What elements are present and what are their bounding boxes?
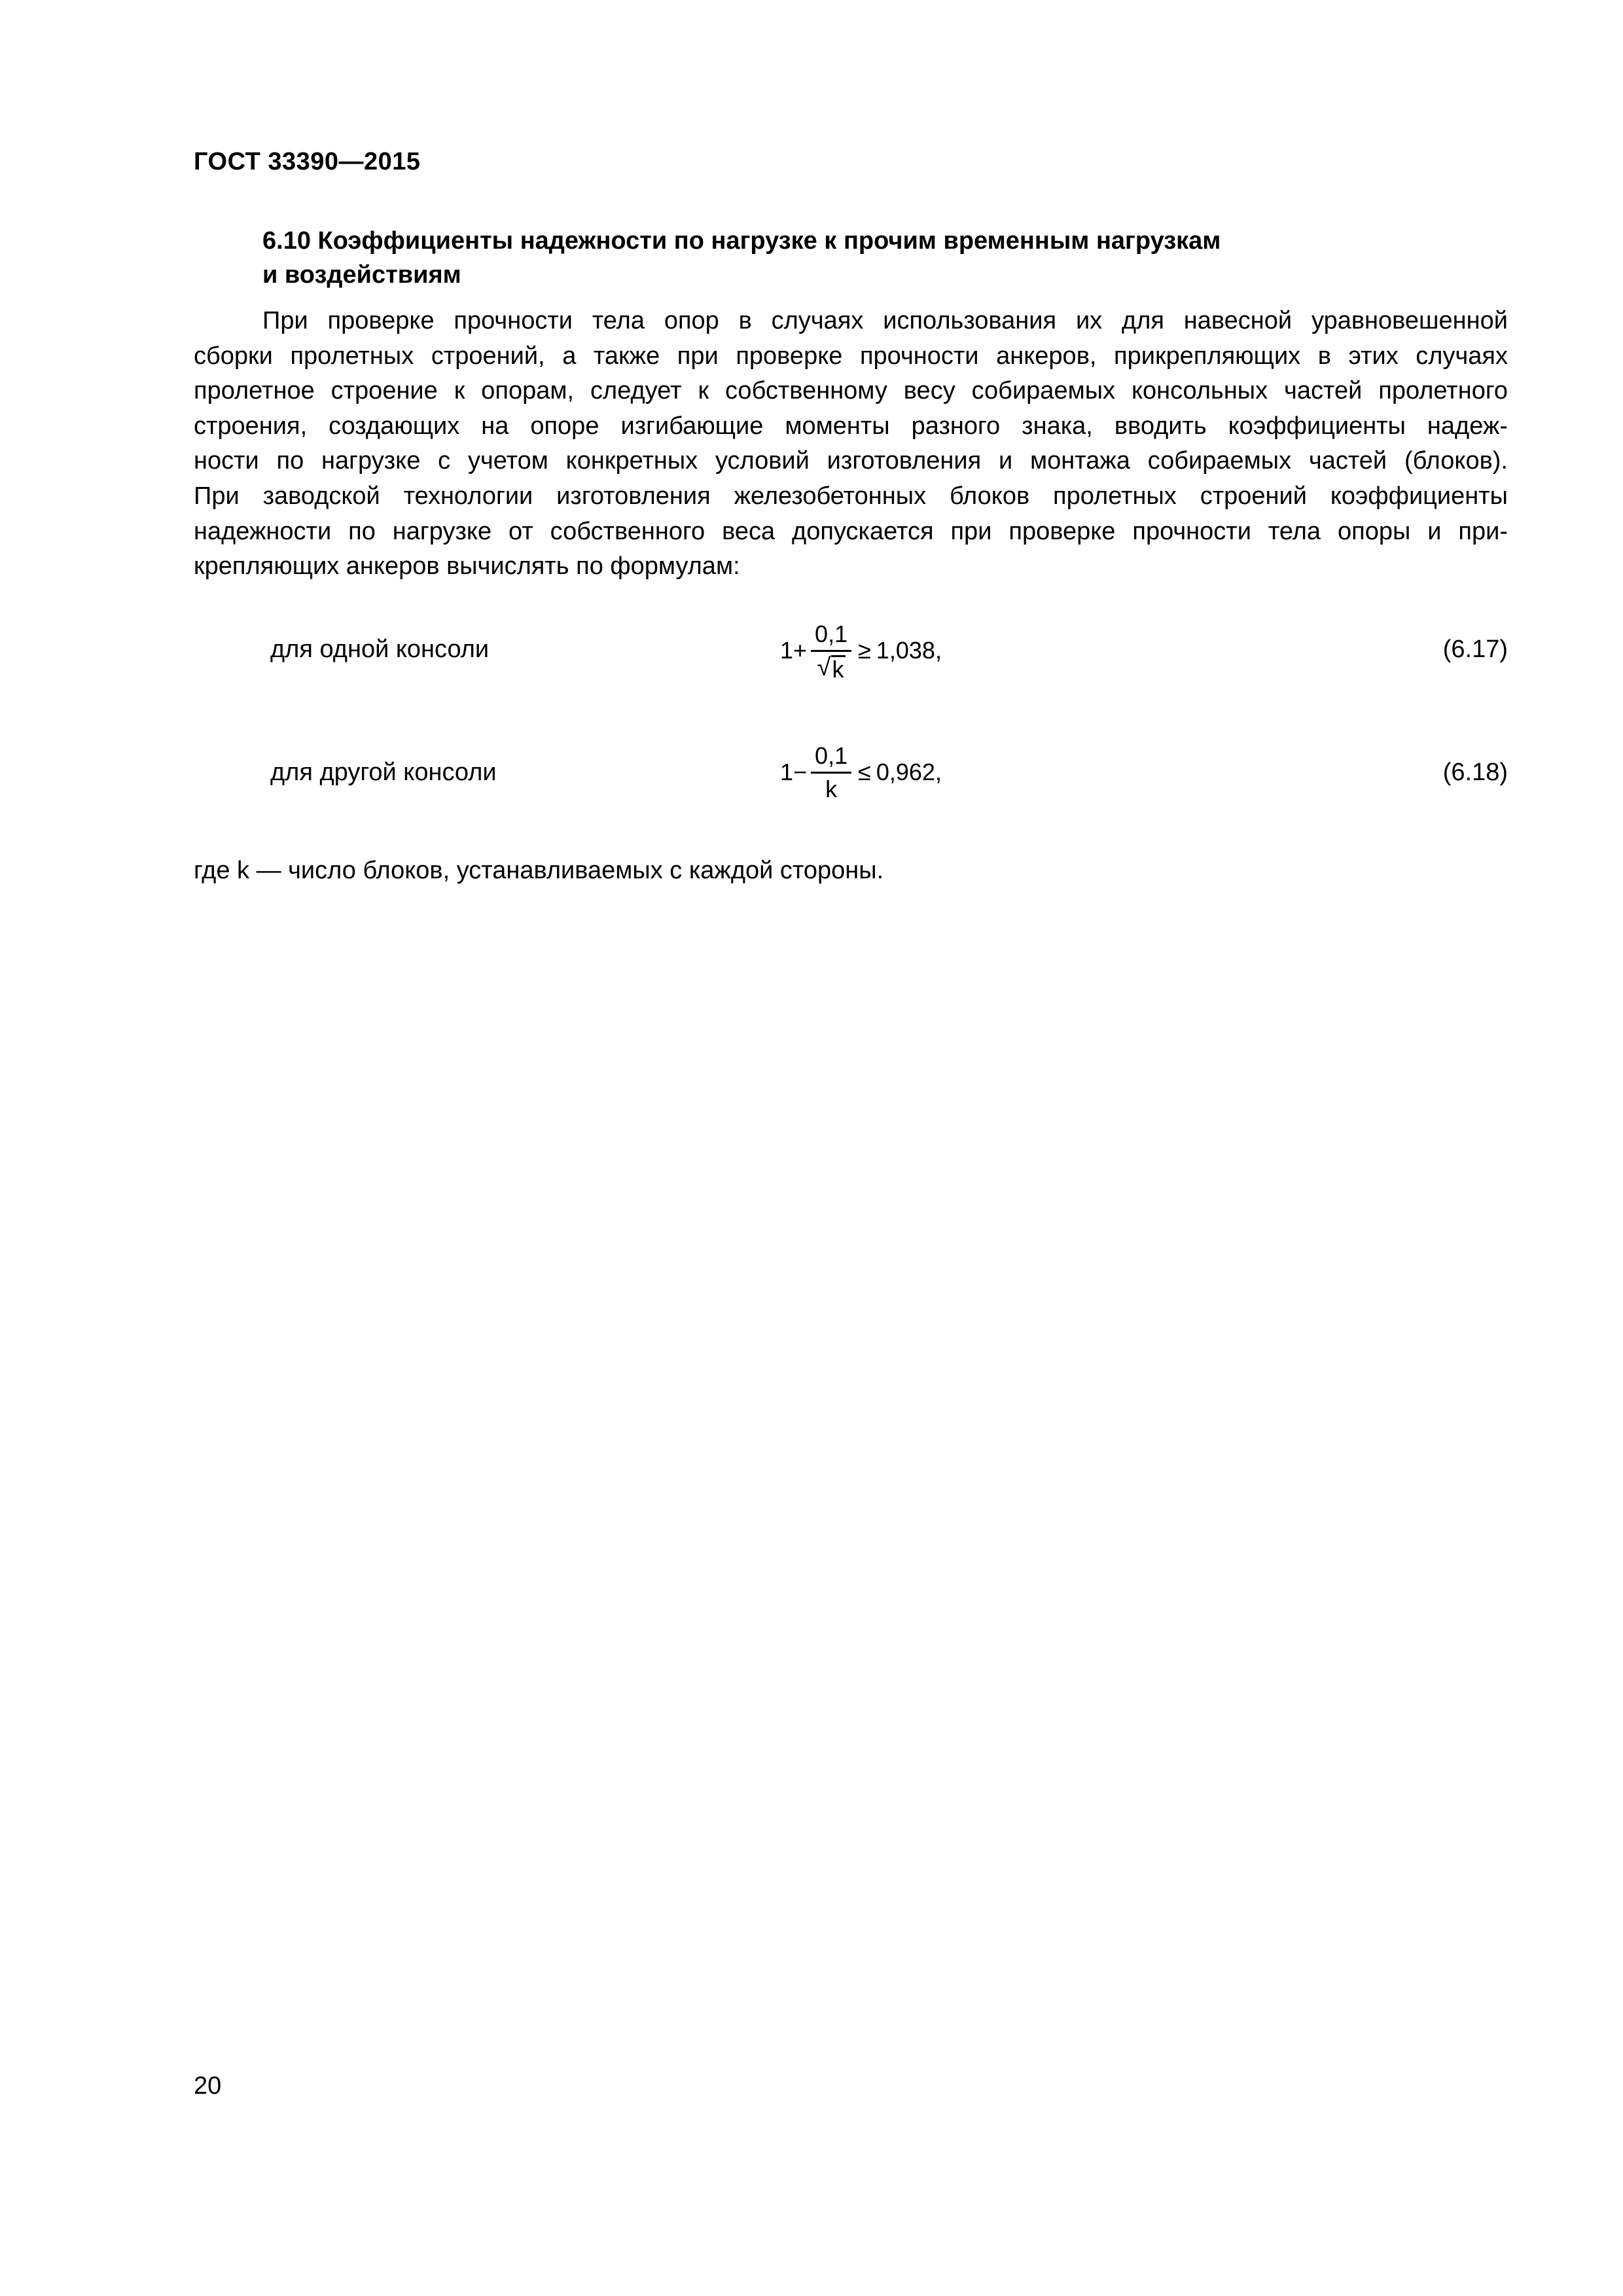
section-title: [262, 224, 1506, 292]
page-number: 20: [194, 2072, 222, 2100]
document-code-header: ГОСТ 33390—2015: [194, 148, 421, 175]
section-title-line-2: и воздействиям: [262, 261, 461, 289]
formula-label-other-console: для другой консоли: [270, 759, 497, 786]
paragraph-line: При проверке прочности тела опор в случаях использования их для навесной уравновешенной: [262, 307, 1508, 334]
fraction-numerator: 0,1: [811, 620, 851, 652]
formula-6-18: [780, 733, 942, 812]
variable-definition: где k — число блоков, устанавливаемых с каждой стороны.: [194, 857, 884, 884]
formula-number-6-17: (6.17): [1442, 636, 1508, 663]
formula-lead: 1+: [780, 637, 808, 664]
fraction-denominator: k: [825, 775, 838, 802]
fraction-denominator: [817, 652, 846, 682]
fraction-numerator: 0,1: [811, 742, 851, 774]
formula-label-one-console: для одной консоли: [270, 636, 490, 663]
formula-relation: ≥: [858, 637, 871, 664]
formula-value: 0,962,: [876, 759, 942, 785]
paragraph-line: надежности по нагрузке от собственного веса допускается при проверке прочности тела опоры и при-: [194, 517, 1508, 545]
paragraph-line: крепляющих анкеров вычислять по формулам:: [194, 552, 740, 581]
paragraph-line: ности по нагрузке с учетом конкретных условий изготовления и монтажа собираемых частей (блоков).: [194, 447, 1508, 475]
square-root-icon: √: [817, 653, 831, 681]
formula-lead: 1−: [780, 759, 808, 785]
formula-fraction: [811, 742, 851, 804]
body-paragraph: [194, 304, 1508, 584]
formula-fraction: [811, 620, 851, 682]
section-title-line-1: 6.10 Коэффициенты надежности по нагрузке к прочим временным нагрузкам: [262, 227, 1221, 255]
paragraph-line: При заводской технологии изготовления железобетонных блоков пролетных строений коэффициенты: [194, 482, 1508, 510]
formula-value: 1,038,: [876, 637, 942, 664]
paragraph-line: сборки пролетных строений, а также при проверке прочности анкеров, прикрепляющих в этих случаях: [194, 342, 1508, 370]
formula-relation: ≤: [858, 759, 871, 785]
formula-6-17: [780, 611, 942, 690]
paragraph-line: строения, создающих на опоре изгибающие моменты разного знака, вводить коэффициенты надеж-: [194, 412, 1508, 440]
formula-number-6-18: (6.18): [1442, 759, 1508, 786]
radicand: k: [832, 655, 844, 683]
paragraph-line: пролетное строение к опорам, следует к собственному весу собираемых консольных частей пролетного: [194, 377, 1508, 405]
